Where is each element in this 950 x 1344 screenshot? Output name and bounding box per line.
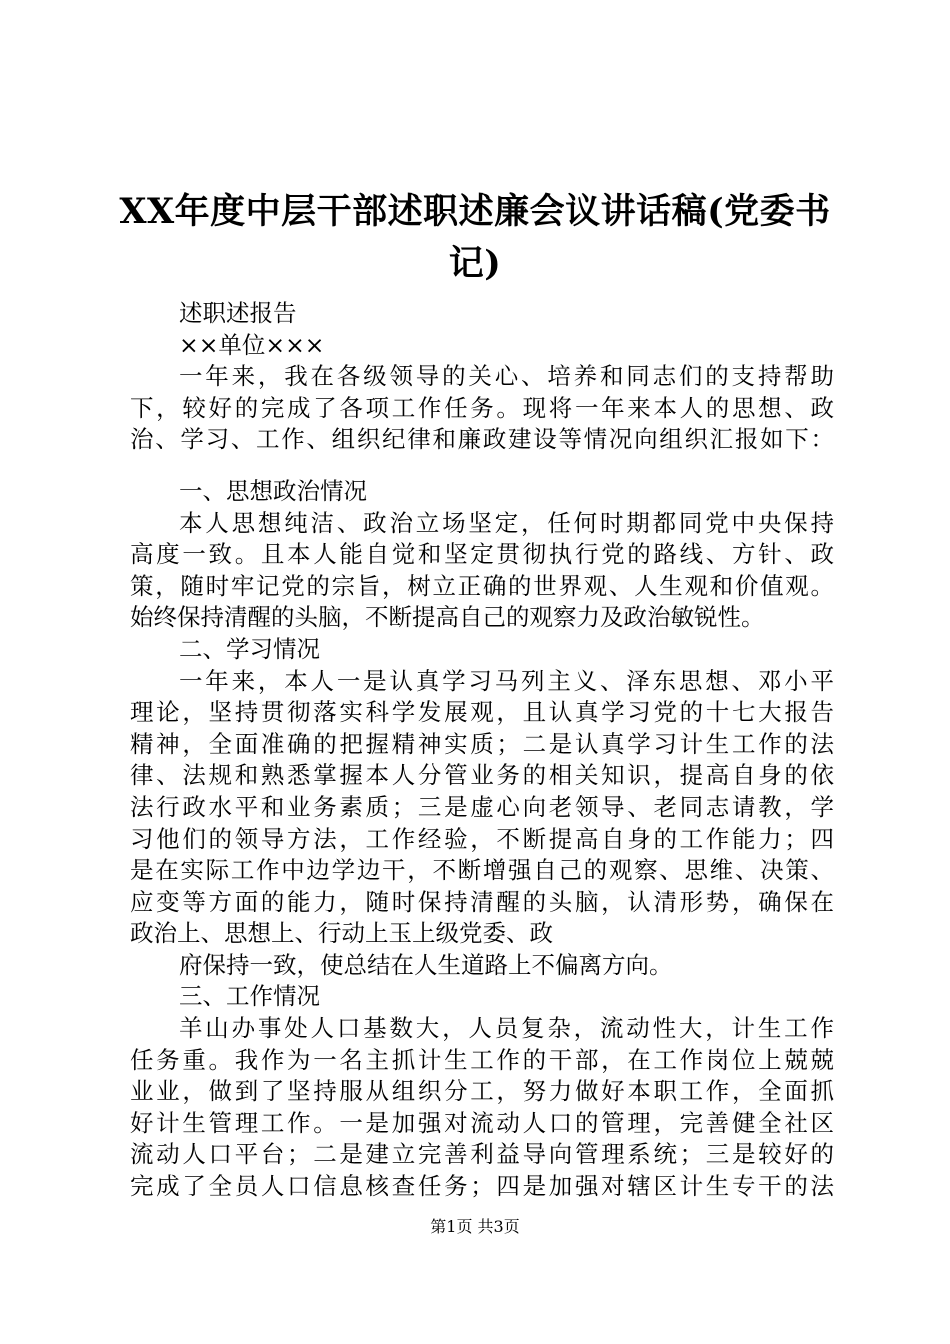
document-body xyxy=(130,298,834,1203)
section-heading: 一、思想政治情况 xyxy=(179,476,367,505)
paragraph-line: 是在实际工作中边学边干，不断增强自己的观察、思维、决策、 xyxy=(130,856,834,885)
paragraph-line: 好计生管理工作。一是加强对流动人口的管理，完善健全社区 xyxy=(130,1108,834,1137)
paragraph-line: 流动人口平台；二是建立完善利益导向管理系统；三是较好的 xyxy=(130,1140,834,1169)
section-heading: 三、工作情况 xyxy=(179,982,320,1011)
paragraph-line: 府保持一致，使总结在人生道路上不偏离方向。 xyxy=(179,950,673,979)
paragraph-line: 一年来，我在各级领导的关心、培养和同志们的支持帮助 xyxy=(179,362,834,391)
paragraph-line: 始终保持清醒的头脑，不断提高自己的观察力及政治敏锐性。 xyxy=(130,603,765,632)
paragraph-line: 业业，做到了坚持服从组织分工，努力做好本职工作，全面抓 xyxy=(130,1077,834,1106)
paragraph-line: 高度一致。且本人能自觉和坚定贯彻执行党的路线、方针、政 xyxy=(130,540,834,569)
paragraph-line: 精神，全面准确的把握精神实质；二是认真学习计生工作的法 xyxy=(130,729,834,758)
paragraph-line: 习他们的领导方法，工作经验，不断提高自身的工作能力；四 xyxy=(130,824,834,853)
paragraph-line: 本人思想纯洁、政治立场坚定，任何时期都同党中央保持 xyxy=(179,508,834,537)
paragraph-line: 政治上、思想上、行动上玉上级党委、政 xyxy=(130,919,553,948)
section-heading: 二、学习情况 xyxy=(179,634,320,663)
paragraph-line: 述职述报告 xyxy=(179,299,297,327)
paragraph-line: 理论，坚持贯彻落实科学发展观，且认真学习党的十七大报告 xyxy=(130,698,834,727)
paragraph-line: 策，随时牢记党的宗旨，树立正确的世界观、人生观和价值观。 xyxy=(130,571,834,600)
paragraph-line: 任务重。我作为一名主抓计生工作的干部，在工作岗位上兢兢 xyxy=(130,1045,834,1074)
paragraph-line: ××单位××× xyxy=(179,330,325,359)
paragraph-line: 一年来，本人一是认真学习马列主义、泽东思想、邓小平 xyxy=(179,666,834,695)
paragraph-line: 治、学习、工作、组织纪律和廉政建设等情况向组织汇报如下： xyxy=(130,425,834,454)
paragraph-line: 应变等方面的能力，随时保持清醒的头脑，认清形势，确保在 xyxy=(130,887,834,916)
paragraph-line: 法行政水平和业务素质；三是虚心向老领导、老同志请教，学 xyxy=(130,792,834,821)
document-title: XX年度中层干部述职述廉会议讲话稿(党委书记) xyxy=(119,191,831,284)
page-number: 第1页 共3页 xyxy=(430,1217,520,1236)
paragraph-line: 下，较好的完成了各项工作任务。现将一年来本人的思想、政 xyxy=(130,393,834,422)
paragraph-line: 完成了全员人口信息核查任务；四是加强对辖区计生专干的法 xyxy=(130,1172,834,1201)
paragraph-line: 羊山办事处人口基数大，人员复杂，流动性大，计生工作 xyxy=(179,1014,834,1043)
paragraph-gap xyxy=(130,456,834,476)
paragraph-line: 律、法规和熟悉掌握本人分管业务的相关知识，提高自身的依 xyxy=(130,761,834,790)
